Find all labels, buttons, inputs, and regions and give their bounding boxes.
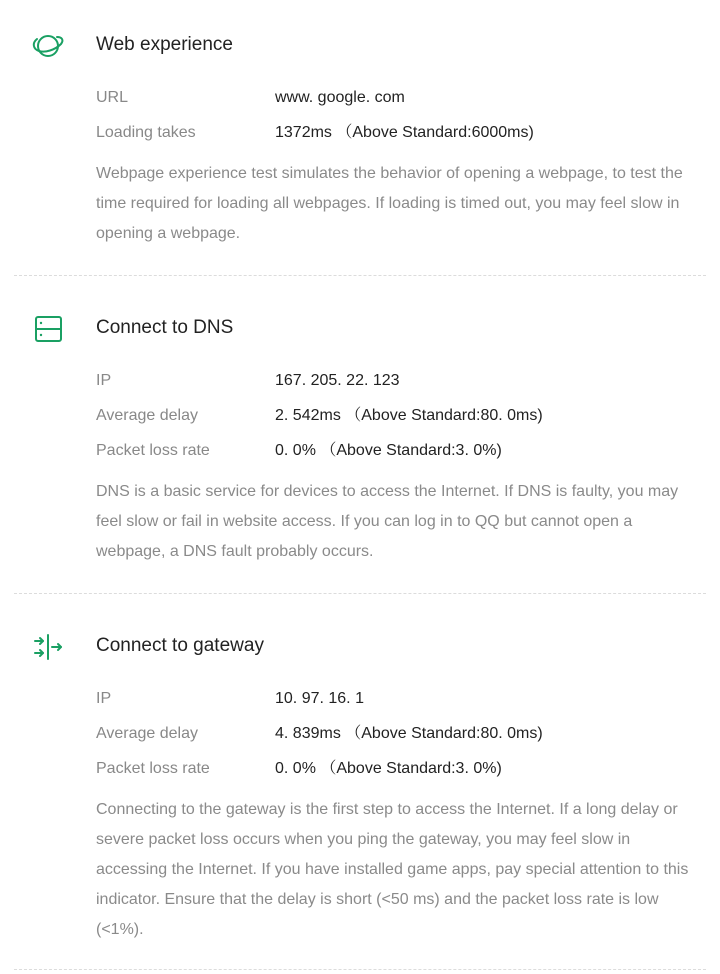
packet-loss-row (96, 757, 696, 781)
row-label: Packet loss rate (96, 760, 210, 777)
section-description: Webpage experience test simulates the behavior of opening a webpage, to test the time required for loading all webpages. If loading is timed out, you may feel slow in opening a webpage. (96, 165, 683, 242)
row-label: Average delay (96, 725, 198, 742)
ip-row (96, 687, 696, 711)
average-delay-row (96, 722, 696, 746)
row-value: www. google. com (275, 89, 405, 106)
row-label: URL (96, 89, 129, 106)
section-title: Connect to gateway (96, 635, 264, 656)
section-title: Web experience (96, 34, 233, 55)
row-value: 4. 839ms （Above Standard:80. 0ms) (275, 725, 543, 742)
loading-time-row (96, 121, 696, 145)
section-description: DNS is a basic service for devices to access the Internet. If DNS is faulty, you may feel slow or fail in website access. If you can log in to QQ but cannot open a webpage, a DNS fault probably occurs. (96, 483, 679, 560)
row-value: 1372ms （Above Standard:6000ms) (275, 124, 534, 141)
row-value: 167. 205. 22. 123 (275, 372, 400, 389)
packet-loss-row (96, 439, 696, 463)
average-delay-row (96, 404, 696, 428)
row-value: 0. 0% （Above Standard:3. 0%) (275, 760, 502, 777)
section-divider (14, 969, 706, 970)
row-value: 0. 0% （Above Standard:3. 0%) (275, 442, 502, 459)
section-description: Connecting to the gateway is the first step to access the Internet. If a long delay or severe packet loss occurs when you ping the gateway, you may feel slow in accessing the Internet. If you have installed game apps, pay special attention to this indicator. Ensure that the delay is short (<50 ms) and the packet loss rate is low (<1%). (96, 801, 689, 938)
gateway-arrows-icon (30, 629, 66, 665)
section-title: Connect to DNS (96, 317, 234, 338)
ip-row (96, 369, 696, 393)
planet-icon (30, 28, 66, 64)
row-label: IP (96, 372, 112, 389)
row-value: 2. 542ms （Above Standard:80. 0ms) (275, 407, 543, 424)
row-label: Packet loss rate (96, 442, 210, 459)
server-icon (30, 311, 66, 347)
row-label: Average delay (96, 407, 198, 424)
row-label: Loading takes (96, 124, 196, 141)
section-divider (14, 593, 706, 594)
row-label: IP (96, 690, 112, 707)
url-row (96, 86, 696, 110)
section-divider (14, 275, 706, 276)
row-value: 10. 97. 16. 1 (275, 690, 364, 707)
